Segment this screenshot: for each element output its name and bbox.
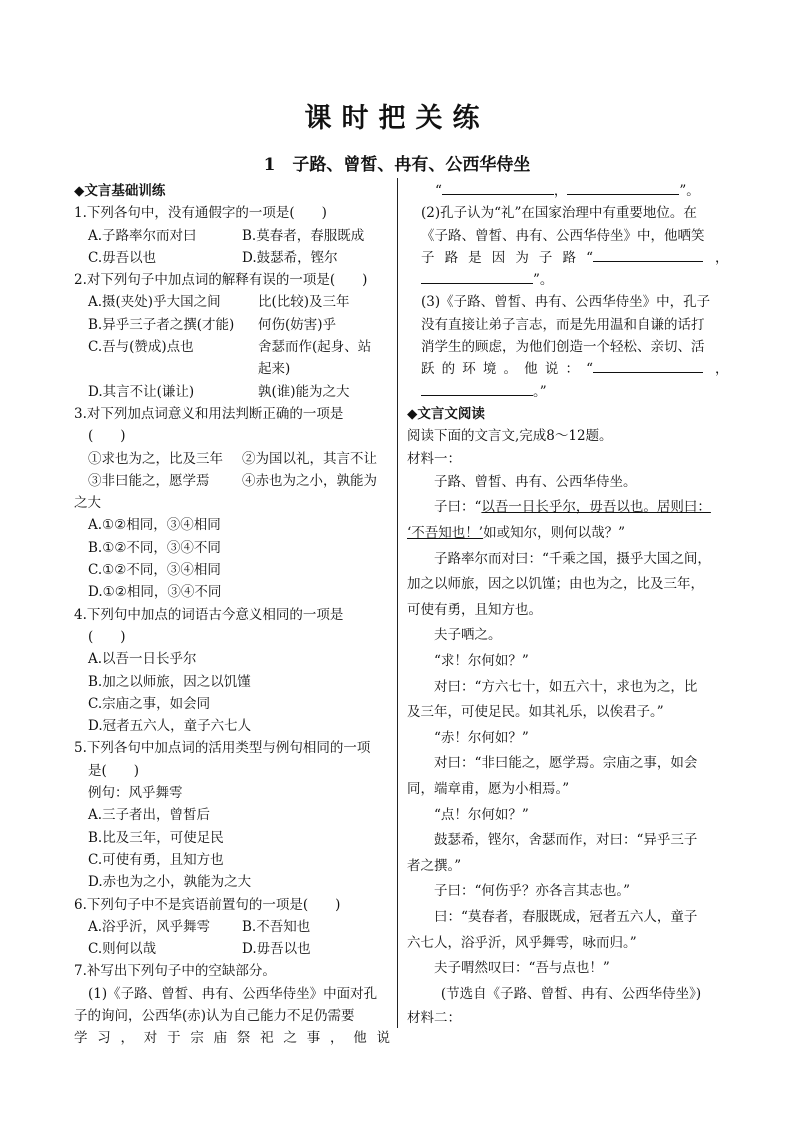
question-3-sentences-34: [74, 470, 390, 492]
question-7-part2-line4: ”。: [407, 269, 735, 291]
option-c: C.则何以哉: [88, 941, 157, 958]
passage-line: 曰：“莫春者，春服既成，冠者五六人，童子: [434, 908, 698, 925]
option-b-part1: B.异乎三子者之撰(才能): [88, 316, 235, 333]
right-column: [407, 180, 735, 1030]
underlined-sentence: ‘不吾知也！’: [407, 525, 484, 542]
option-d: D.冠者五六人，童子六七人: [88, 718, 252, 735]
passage-line: “点！尔何如？”: [434, 806, 529, 823]
page-title: 课时把关练: [304, 103, 490, 134]
option-c: C.①②不同，③④相同: [88, 562, 221, 579]
question-7-part2-line2: 《子路、曾皙、冉有、公西华侍坐》中，他哂笑: [421, 227, 705, 244]
question-2-option-b: [74, 314, 390, 336]
section-heading-reading: ◆文言文阅读: [407, 405, 485, 422]
answer-blank[interactable]: [593, 247, 703, 262]
question-7-part2-line3: 子路是因为子路“ ，: [407, 247, 735, 269]
passage-line: 对曰：“非曰能之，愿学焉。宗庙之事，如会: [434, 755, 698, 772]
question-3-stem: 3.对下列加点词意义和用法判断正确的一项是: [74, 405, 344, 422]
option-b: B.加之以师旅，因之以饥馑: [88, 673, 251, 690]
passage-line: 可使有勇，且知方也。: [407, 601, 542, 618]
option-a-part2: 比(比较)及三年: [258, 294, 350, 311]
question-2-option-c-cont: [74, 358, 390, 380]
option-c-part1: C.吾与(赞成)点也: [88, 339, 194, 356]
passage-line: 鼓瑟希，铿尔，舍瑟而作，对曰：“异乎三子: [434, 832, 698, 849]
passage-line: “求！尔何如？”: [434, 653, 529, 670]
option-c-part2: 舍瑟而作(起身、站: [258, 339, 372, 356]
answer-blank[interactable]: [442, 180, 554, 195]
question-2-stem: 2.对下列句子中加点词的解释有误的一项是( ): [74, 272, 368, 289]
question-7-part3-line3: 消学生的顾虑，为他们创造一个轻松、亲切、活: [421, 339, 705, 356]
question-1-options-cd: [74, 247, 390, 269]
sentence-4: ④赤也为之小，孰能为: [242, 472, 377, 489]
passage-source: (节选自《子路、曾皙、冉有、公西华侍坐》): [440, 985, 702, 1002]
option-a: A.①②相同，③④相同: [88, 517, 221, 534]
sentence-3: ③非曰能之，愿学焉: [88, 472, 210, 489]
option-a: A.浴乎沂，风乎舞雩: [88, 918, 211, 935]
question-7-part3-line2: 没有直接让弟子言志，而是先用温和自谦的话打: [421, 316, 705, 333]
option-b: B.①②不同，③④不同: [88, 539, 221, 556]
option-d: D.赤也为之小，孰能为之大: [88, 874, 252, 891]
question-6-options-ab: [74, 916, 390, 938]
option-d: D.鼓瑟希，铿尔: [242, 249, 338, 266]
question-1-stem: 1.下列各句中，没有通假字的一项是( ): [74, 205, 327, 222]
question-1-options-ab: [74, 225, 390, 247]
passage-line: 加之以师旅，因之以饥馑；由也为之，比及三年，: [407, 576, 704, 593]
question-7-part1-line2: 子的询问，公西华(赤)认为自己能力不足仍需要: [74, 1007, 355, 1024]
option-d-part1: D.其言不让(谦让): [88, 383, 195, 400]
option-d-part2: 孰(谁)能为之大: [258, 383, 350, 400]
underlined-sentence: 以吾一日长乎尔，毋吾以也。居则曰：: [481, 499, 711, 516]
passage-line: 及三年，可使足民。如其礼乐，以俟君子。”: [407, 704, 664, 721]
question-5-example: 例句：风乎舞雩: [88, 785, 183, 802]
material-2-label: 材料二：: [407, 1010, 461, 1027]
option-b: B.莫春者，春服既成: [242, 227, 365, 244]
question-3-sentences-12: [74, 448, 390, 470]
passage-line: 六七人，浴乎沂，风乎舞雩，咏而归。”: [407, 934, 637, 951]
question-2-option-a: [74, 291, 390, 313]
reading-instructions: 阅读下面的文言文,完成8～12题。: [407, 428, 613, 445]
classical-passage: [407, 470, 735, 1007]
question-5-stem-cont: 是( ): [88, 762, 140, 779]
option-a: A.三子者出，曾皙后: [88, 807, 211, 824]
section-heading-basic: ◆文言基础训练: [74, 183, 166, 199]
option-c-part3: 起来): [258, 361, 291, 378]
question-7-part2-line1: (2)孔子认为“礼”在国家治理中有重要地位。在: [421, 205, 697, 222]
column-divider: [397, 178, 398, 1028]
question-6-options-cd: [74, 938, 390, 960]
question-7-part3-line1: (3)《子路、曾皙、冉有、公西华侍坐》中，孔子: [421, 294, 711, 311]
option-a: A.子路率尔而对曰: [88, 227, 197, 244]
question-7-part1-line3: 学习，对于宗庙祭祀之事，他说: [74, 1030, 390, 1047]
question-4-stem-paren: ( ): [88, 628, 126, 645]
passage-line: 夫子喟然叹曰：“吾与点也！”: [434, 960, 610, 977]
sentence-1: ①求也为之，比及三年: [88, 450, 223, 467]
option-a-part1: A.摄(夹处)乎大国之间: [88, 294, 221, 311]
option-c: C.毋吾以也: [88, 249, 157, 266]
passage-line: 子路率尔而对曰：“千乘之国，摄乎大国之间，: [434, 550, 711, 567]
question-2-option-c: [74, 336, 390, 358]
passage-line: 夫子哂之。: [434, 627, 502, 644]
answer-blank[interactable]: [593, 358, 703, 373]
question-4-stem: 4.下列句中加点的词语古今意义相同的一项是: [74, 606, 344, 623]
option-b: B.不吾知也: [242, 918, 311, 935]
question-7-part3-line5: 。”: [407, 381, 735, 403]
question-3-sentence-4-cont: 之大: [74, 495, 101, 512]
material-1-label: 材料一：: [407, 450, 461, 467]
question-2-option-d: [74, 381, 390, 403]
passage-line: “赤！尔何如？”: [434, 729, 529, 746]
question-7-part1-blanks: “ ， ”。: [407, 180, 735, 202]
option-c: C.可使有勇，且知方也: [88, 851, 224, 868]
option-a: A.以吾一日长乎尔: [88, 651, 197, 668]
option-b-part2: 何伤(妨害)乎: [258, 316, 337, 333]
left-column: [74, 180, 390, 1050]
question-3-stem-paren: ( ): [88, 428, 126, 445]
passage-line: 对曰：“方六七十，如五六十，求也为之，比: [434, 678, 698, 695]
passage-line: ‘不吾知也！’如或知尔，则何以哉？”: [407, 525, 625, 542]
passage-line: 子曰：“以吾一日长乎尔，毋吾以也。居则曰：: [434, 499, 711, 516]
option-c: C.宗庙之事，如会同: [88, 695, 211, 712]
option-b: B.比及三年，可使足民: [88, 829, 224, 846]
question-7-part1-line1: (1)《子路、曾皙、冉有、公西华侍坐》中面对孔: [88, 985, 378, 1002]
option-d: D.①②相同，③④不同: [88, 584, 222, 601]
passage-line: 者之撰。”: [407, 857, 462, 874]
option-d: D.毋吾以也: [242, 941, 311, 958]
passage-line: 同，端章甫，愿为小相焉。”: [407, 780, 570, 797]
lesson-subtitle: 1 子路、曾皙、冉有、公西华侍坐: [263, 155, 531, 175]
answer-blank[interactable]: [421, 381, 533, 396]
passage-line: 子曰：“何伤乎？亦各言其志也。”: [434, 883, 631, 900]
question-7-part3-line4: 跃的环境。他说：“ ，: [407, 358, 735, 380]
passage-line: 子路、曾皙、冉有、公西华侍坐。: [434, 473, 637, 490]
sentence-2: ②为国以礼，其言不让: [242, 450, 377, 467]
answer-blank[interactable]: [421, 269, 533, 284]
question-7-stem: 7.补写出下列句子中的空缺部分。: [74, 963, 276, 980]
answer-blank[interactable]: [567, 180, 679, 195]
question-5-stem: 5.下列各句中加点词的活用类型与例句相同的一项: [74, 740, 371, 757]
question-6-stem: 6.下列句子中不是宾语前置句的一项是( ): [74, 896, 341, 913]
